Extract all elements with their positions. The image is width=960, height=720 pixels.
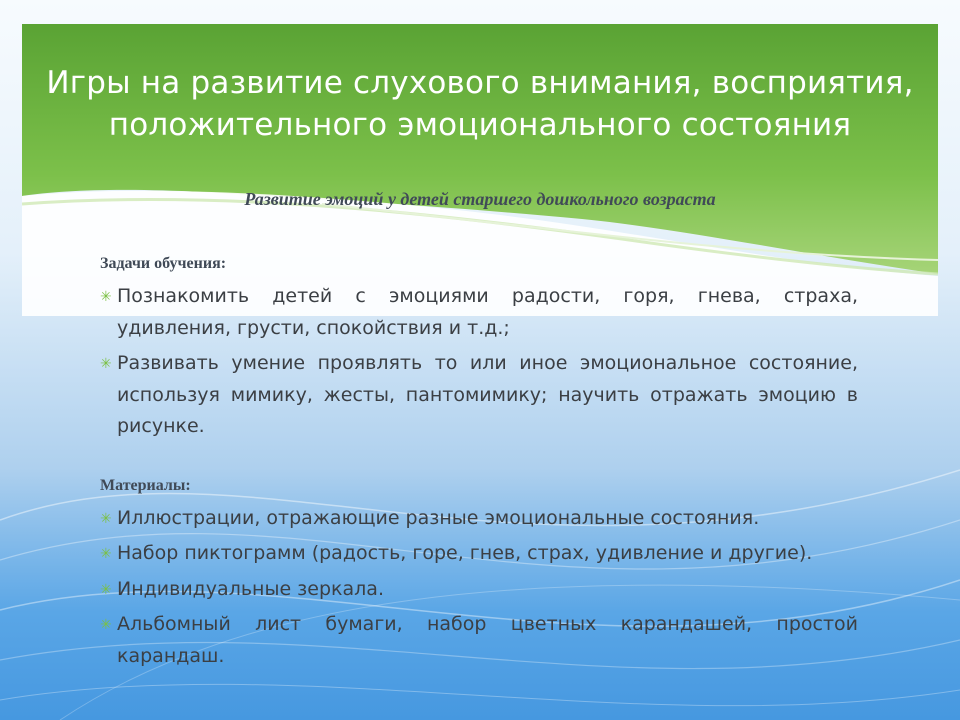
asterisk-bullet-icon: ✳ bbox=[100, 581, 112, 598]
slide-subtitle: Развитие эмоций у детей старшего дошкольного возраста bbox=[244, 189, 716, 209]
tasks-item-text: Развивать умение проявлять то или иное эмоциональное состояние, используя мимику, жесты, пантомимику; научить отражать эмоцию в рисунке. bbox=[117, 352, 858, 437]
asterisk-bullet-icon: ✳ bbox=[100, 289, 112, 305]
materials-item-text: Иллюстрации, отражающие разные эмоциональные состояния. bbox=[117, 506, 760, 529]
tasks-item-text: Познакомить детей с эмоциями радости, горя, гнева, страха, удивления, грусти, спокойствия и т.д.; bbox=[117, 285, 858, 339]
materials-heading: Материалы: bbox=[100, 476, 191, 494]
tasks-list-item bbox=[100, 348, 858, 443]
materials-item-text: Набор пиктограмм (радость, горе, гнев, страх, удивление и другие). bbox=[117, 542, 813, 564]
content-body bbox=[100, 255, 858, 676]
materials-item-text: Альбомный лист бумаги, набор цветных карандашей, простой карандаш. bbox=[117, 613, 858, 667]
asterisk-bullet-icon: ✳ bbox=[100, 356, 112, 372]
materials-list-item bbox=[100, 503, 858, 535]
materials-list bbox=[100, 503, 858, 673]
materials-list-item bbox=[100, 609, 858, 672]
materials-list-item bbox=[100, 574, 858, 606]
tasks-list-item bbox=[100, 281, 858, 344]
tasks-heading: Задачи обучения: bbox=[100, 255, 227, 272]
materials-list-item bbox=[100, 538, 858, 570]
materials-item-text: Индивидуальные зеркала. bbox=[117, 577, 384, 600]
section-gap bbox=[100, 447, 858, 477]
tasks-list bbox=[100, 281, 858, 443]
asterisk-bullet-icon: ✳ bbox=[100, 617, 112, 633]
asterisk-bullet-icon: ✳ bbox=[100, 546, 112, 562]
slide-title: Игры на развитие слухового внимания, восприятия, положительного эмоционального состояния bbox=[46, 65, 914, 143]
asterisk-bullet-icon: ✳ bbox=[100, 510, 112, 527]
